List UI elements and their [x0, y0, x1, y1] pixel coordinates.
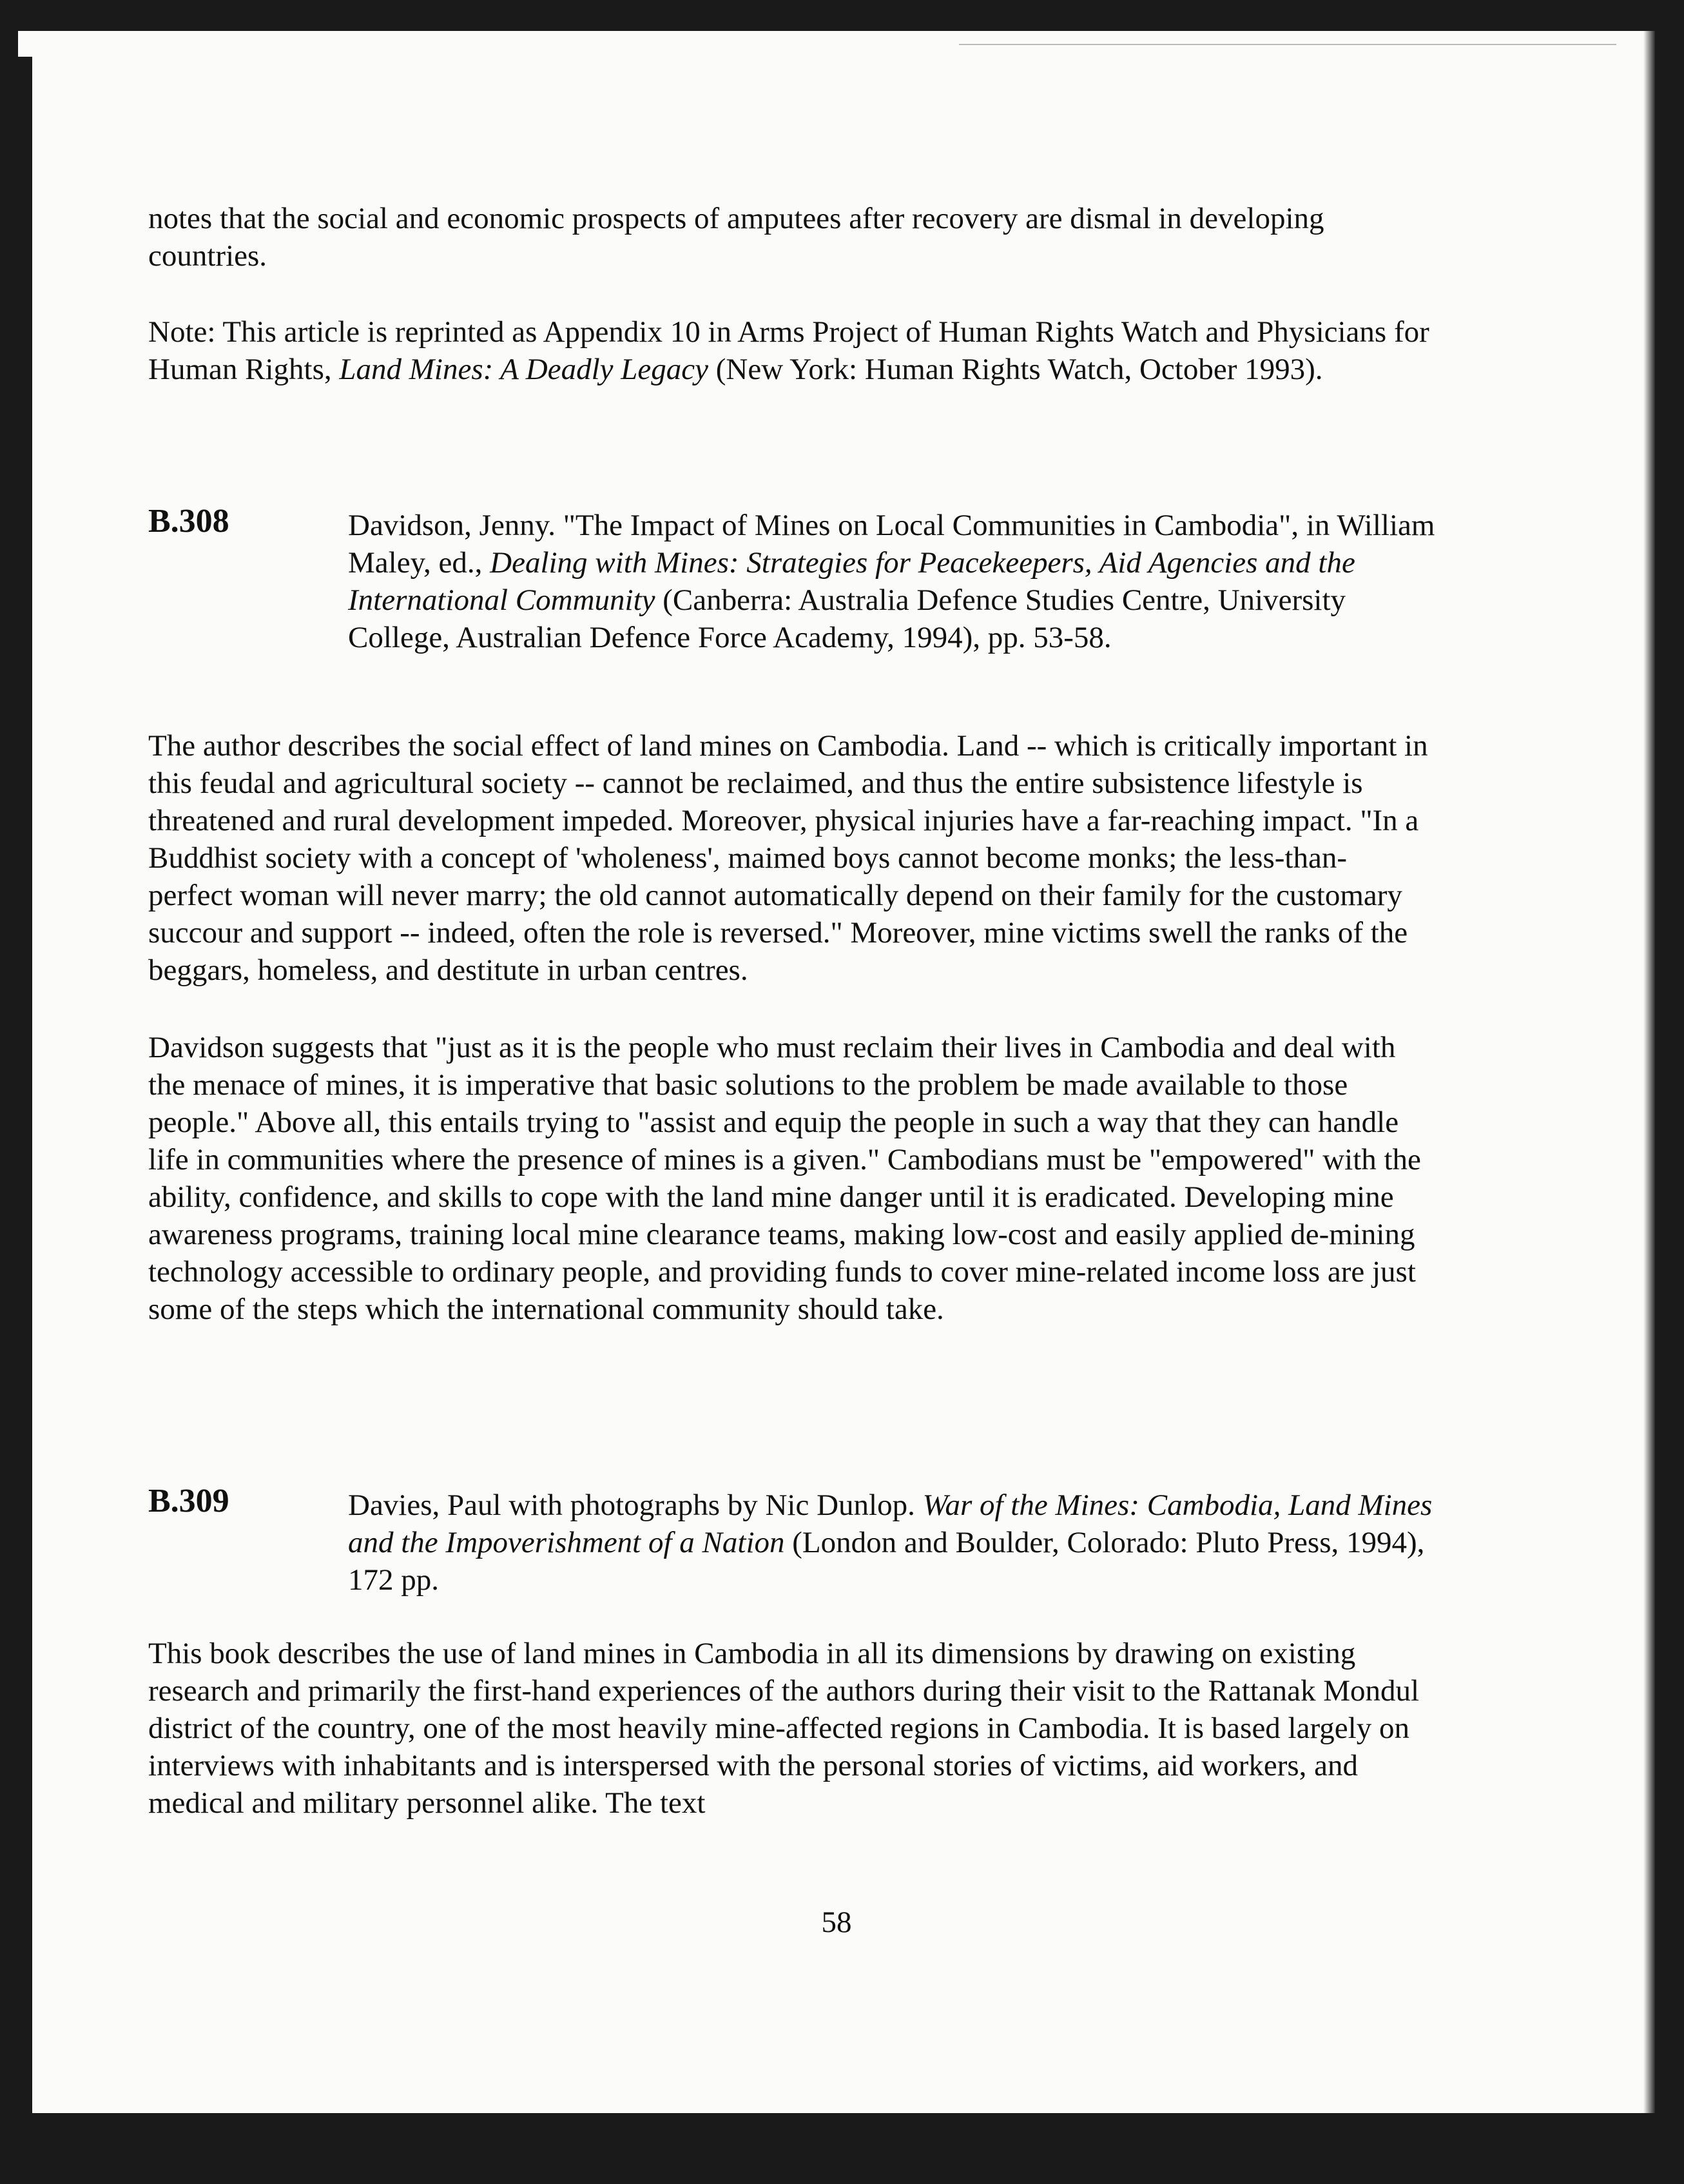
entry-id-b308: B.308	[148, 503, 229, 540]
citation-prefix: Davidson, Jenny. "The Impact of Mines on Local Communities in Cambodia", in William Maley, ed.,	[348, 509, 1435, 580]
entry-citation-b308	[348, 507, 1444, 656]
paragraph-b309-summary: This book describes the use of land mines in Cambodia in all its dimensions by drawing on existing research and primarily the first-hand experiences of the authors during their visit to the Rattanak Mondul district of the country, one of the most heavily mine-affected regions in Cambodia. It is based largely on interviews with inhabitants and is interspersed with the personal stories of victims, aid workers, and medical and military personnel alike. The text	[148, 1637, 1420, 1820]
note-title: Land Mines: A Deadly Legacy	[339, 353, 708, 386]
page-number: 58	[821, 1906, 852, 1939]
citation-suffix: (London and Boulder, Colorado: Pluto Press, 1994), 172 pp.	[348, 1526, 1425, 1597]
entry-id-b309: B.309	[148, 1483, 229, 1519]
top-rule	[959, 44, 1616, 45]
scan-left-edge	[18, 57, 32, 2113]
citation-prefix: Davies, Paul with photographs by Nic Dunlop.	[348, 1488, 923, 1522]
citation-suffix: (Canberra: Australia Defence Studies Centre, University College, Australian Defence Force Academy, 1994), pp. 53-58.	[348, 583, 1346, 654]
paragraph-b308-summary: The author describes the social effect of land mines on Cambodia. Land -- which is critically important in this feudal and agricultural society -- cannot be reclaimed, and thus the entire subsistence lifestyle is threatened and rural development impeded. Moreover, physical injuries have a far-reaching impact. "In a Buddhist society with a concept of 'wholeness', maimed boys cannot become monks; the less-than-perfect woman will never marry; the old cannot automatically depend on their family for the customary succour and support -- indeed, often the role is reversed." Moreover, mine victims swell the ranks of the beggars, homeless, and destitute in urban centres.	[148, 729, 1428, 987]
paragraph-note	[148, 313, 1431, 388]
paragraph-b308-davidson: Davidson suggests that "just as it is the people who must reclaim their lives in Cambodia and deal with the menace of mines, it is imperative that basic solutions to the problem be made available to those people." Above all, this entails trying to "assist and equip the people in such a way that they can handle life in communities where the presence of mines is a given." Cambodians must be "empowered" with the ability, confidence, and skills to cope with the land mine danger until it is eradicated. Developing mine awareness programs, training local mine clearance teams, making low-cost and easily applied de-mining technology accessible to ordinary people, and providing funds to cover mine-related income loss are just some of the steps which the international community should take.	[148, 1031, 1421, 1326]
document-page	[18, 31, 1655, 2113]
paragraph-intro: notes that the social and economic prospects of amputees after recovery are dismal in developing countries.	[148, 202, 1324, 273]
scan-right-edge	[1643, 31, 1655, 2113]
citation-title: War of the Mines: Cambodia, Land Mines and the Impoverishment of a Nation	[348, 1488, 1433, 1559]
note-suffix: (New York: Human Rights Watch, October 1993).	[708, 353, 1323, 386]
citation-title: Dealing with Mines: Strategies for Peacekeepers, Aid Agencies and the International Community	[348, 546, 1355, 617]
entry-citation-b309	[348, 1487, 1444, 1599]
note-prefix: Note: This article is reprinted as Appendix 10 in Arms Project of Human Rights Watch and Physicians for Human Rights,	[148, 315, 1429, 386]
